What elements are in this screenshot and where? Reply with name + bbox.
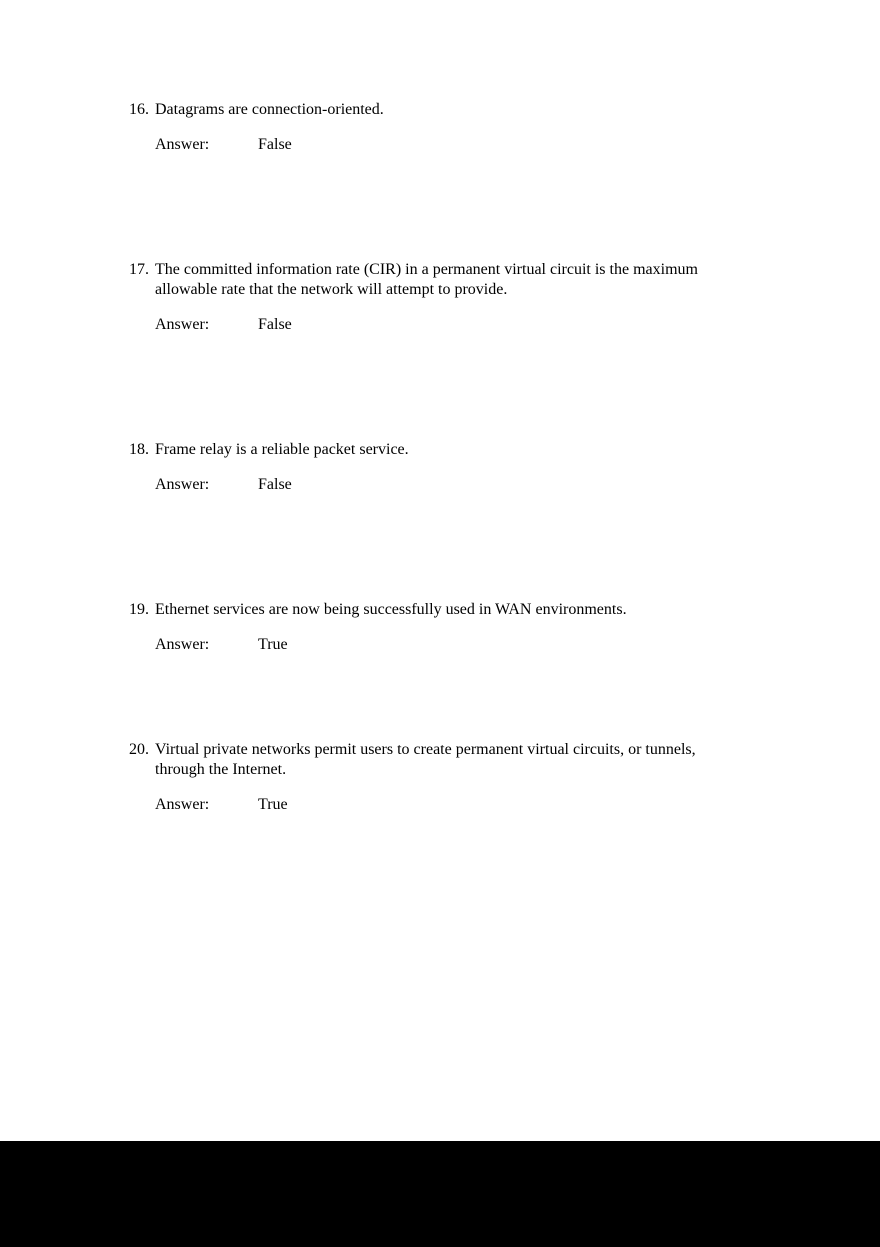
question-row: [129, 740, 745, 780]
answer-row: [129, 635, 745, 655]
bottom-black-bar: [0, 1141, 880, 1247]
question-block: [129, 600, 745, 655]
answer-value: False: [258, 136, 292, 153]
question-block: [129, 740, 745, 815]
question-number: 19.: [129, 601, 149, 618]
answer-value: True: [258, 796, 288, 813]
question-number: 17.: [129, 261, 149, 278]
question-row: [129, 100, 745, 120]
answer-row: [129, 475, 745, 495]
question-block: [129, 100, 745, 155]
answer-value: True: [258, 636, 288, 653]
question-text: Datagrams are connection-oriented.: [155, 101, 384, 118]
question-block: [129, 260, 745, 335]
answer-row: [129, 795, 745, 815]
question-row: [129, 600, 745, 620]
question-text: Ethernet services are now being successfully used in WAN environments.: [155, 601, 627, 618]
question-number: 18.: [129, 441, 149, 458]
question-text: Frame relay is a reliable packet service.: [155, 441, 409, 458]
answer-value: False: [258, 476, 292, 493]
answer-label: Answer:: [155, 796, 210, 813]
question-text: The committed information rate (CIR) in a permanent virtual circuit is the maximum allowable rate that the network will attempt to provide.: [155, 261, 698, 298]
answer-label: Answer:: [155, 316, 210, 333]
answer-label: Answer:: [155, 636, 210, 653]
question-row: [129, 440, 745, 460]
answer-value: False: [258, 316, 292, 333]
question-row: [129, 260, 745, 300]
answer-label: Answer:: [155, 476, 210, 493]
question-number: 20.: [129, 741, 149, 758]
answer-label: Answer:: [155, 136, 210, 153]
question-block: [129, 440, 745, 495]
question-text: Virtual private networks permit users to create permanent virtual circuits, or tunnels, through the Internet.: [155, 741, 696, 778]
question-number: 16.: [129, 101, 149, 118]
answer-row: [129, 315, 745, 335]
answer-row: [129, 135, 745, 155]
